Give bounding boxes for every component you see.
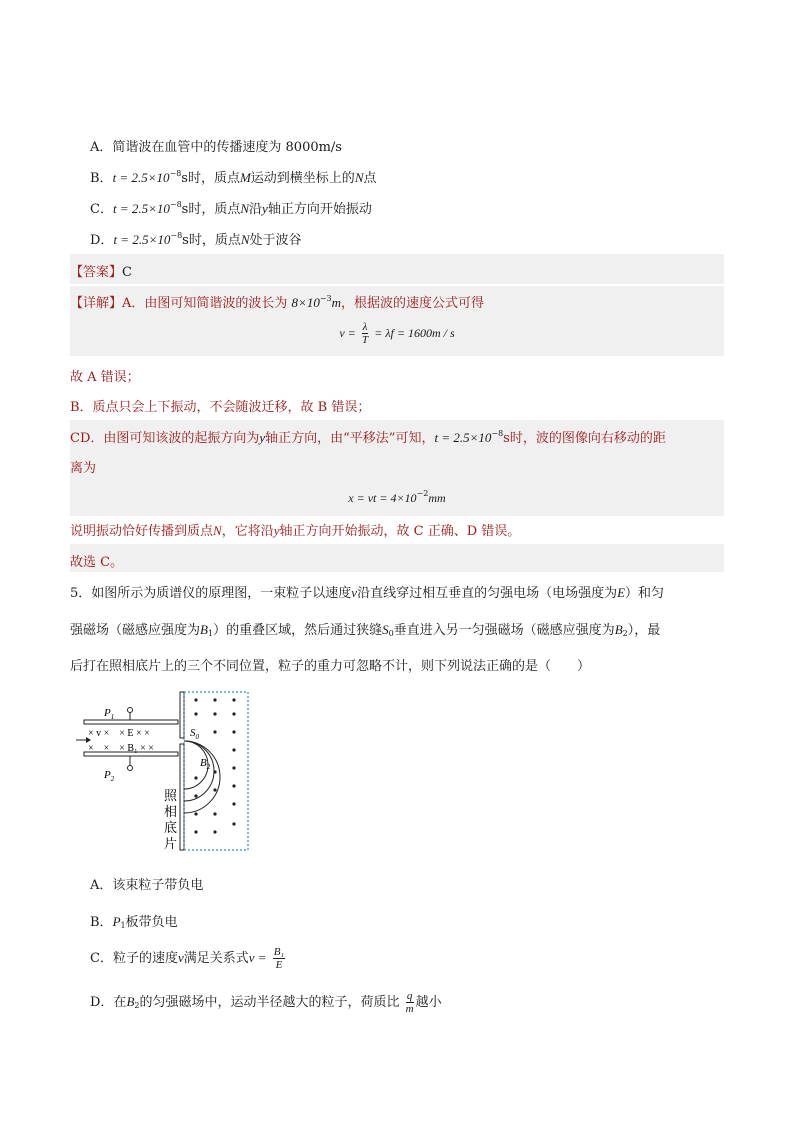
answer-line: 【答案】C: [70, 265, 132, 280]
q4-option-b: B．$t = 2.5\times 10^{-8}s$时，质点M运动到横坐标上的N点: [90, 169, 377, 186]
answer-band: [70, 254, 724, 284]
trajectory-large: [184, 741, 220, 813]
label-b2: $B_2$: [200, 757, 211, 771]
q4-option-a: A．简谐波在血管中的传播速度为 8000m/s: [90, 140, 342, 155]
detail-a-line: 【详解】A．由图可知简谐波的波长为 $8\times 10^{-3}m$，根据波的速度公式可得: [70, 294, 485, 311]
q5-line-2: 强磁场（磁感应强度为$B_1$）的重叠区域，然后通过狭缝$S_0$垂直进入另一匀强磁场（磁感应强度为$B_2$），最: [70, 622, 661, 638]
distance-formula: x = vt = $4\times 10^{-2}mm$: [348, 489, 446, 505]
q5-line-1: 5．如图所示为质谱仪的原理图，一束粒子以速度v沿直线穿过相互垂直的匀强电场（电场强度为E）和匀: [70, 585, 665, 601]
choose-band: [70, 544, 724, 572]
cd-line-1: CD．由图可知该波的起振方向为y轴正方向，由“平移法”可知，$t = 2.5\times 10^{-8}s$时，波的图像向右移动的距: [70, 429, 666, 446]
label-p1: $P_1$: [104, 707, 115, 721]
a-wrong-line: 故 A 错误；: [70, 370, 140, 385]
conclusion-line: 说明振动恰好传播到质点N，它将沿y轴正方向开始振动，故 C 正确、D 错误。: [70, 523, 521, 539]
film-plate: [180, 744, 184, 850]
label-s0: $S_0$: [190, 727, 199, 741]
choose-line: 故选 C。: [70, 555, 124, 570]
film-char-4: 片: [164, 837, 178, 852]
trajectory-mid: [184, 741, 214, 801]
q5-option-a: A．该束粒子带负电: [90, 878, 204, 893]
b-line: B．质点只会上下振动，不会随波迁移，故 B 错误；: [70, 400, 371, 415]
q5-line-3: 后打在照相底片上的三个不同位置，粒子的重力可忽略不计，则下列说法正确的是（ ）: [70, 659, 591, 674]
q4-option-d: D．$t = 2.5\times 10^{-8}s$时，质点N处于波谷: [90, 231, 302, 248]
film-char-1: 照: [164, 789, 178, 804]
cd-line-2: 离为: [70, 461, 97, 476]
q5-option-b: B．$P_1$板带负电: [90, 914, 178, 930]
terminal-p1-dot: [128, 708, 133, 713]
q4-option-c: C．$t = 2.5\times 10^{-8}s$时，质点N沿y轴正方向开始振动: [90, 200, 372, 217]
slit-plate-upper: [180, 692, 184, 738]
q5-option-d: D．在$B_2$的匀强磁场中，运动半径越大的粒子，荷质比 $\frac{q}{m}$ 越小: [90, 990, 442, 1015]
film-char-2: 相: [164, 805, 178, 820]
label-p2: $P_2$: [104, 769, 115, 783]
q5-option-c: C．粒子的速度v满足关系式v = $\frac{\text{B₁}}{E}$: [90, 946, 285, 971]
field-row-1: × v × × E × ×: [88, 728, 150, 739]
film-char-3: 底: [164, 821, 178, 836]
mass-spectrometer-figure: [76, 688, 256, 856]
plate-p1: [84, 720, 178, 724]
velocity-formula: v = $\frac{\lambda}{T}$ = λf = 1600m / s: [339, 321, 455, 346]
field-row-2: × × × B₁ × ×: [88, 743, 154, 754]
terminal-p2-dot: [128, 766, 133, 771]
